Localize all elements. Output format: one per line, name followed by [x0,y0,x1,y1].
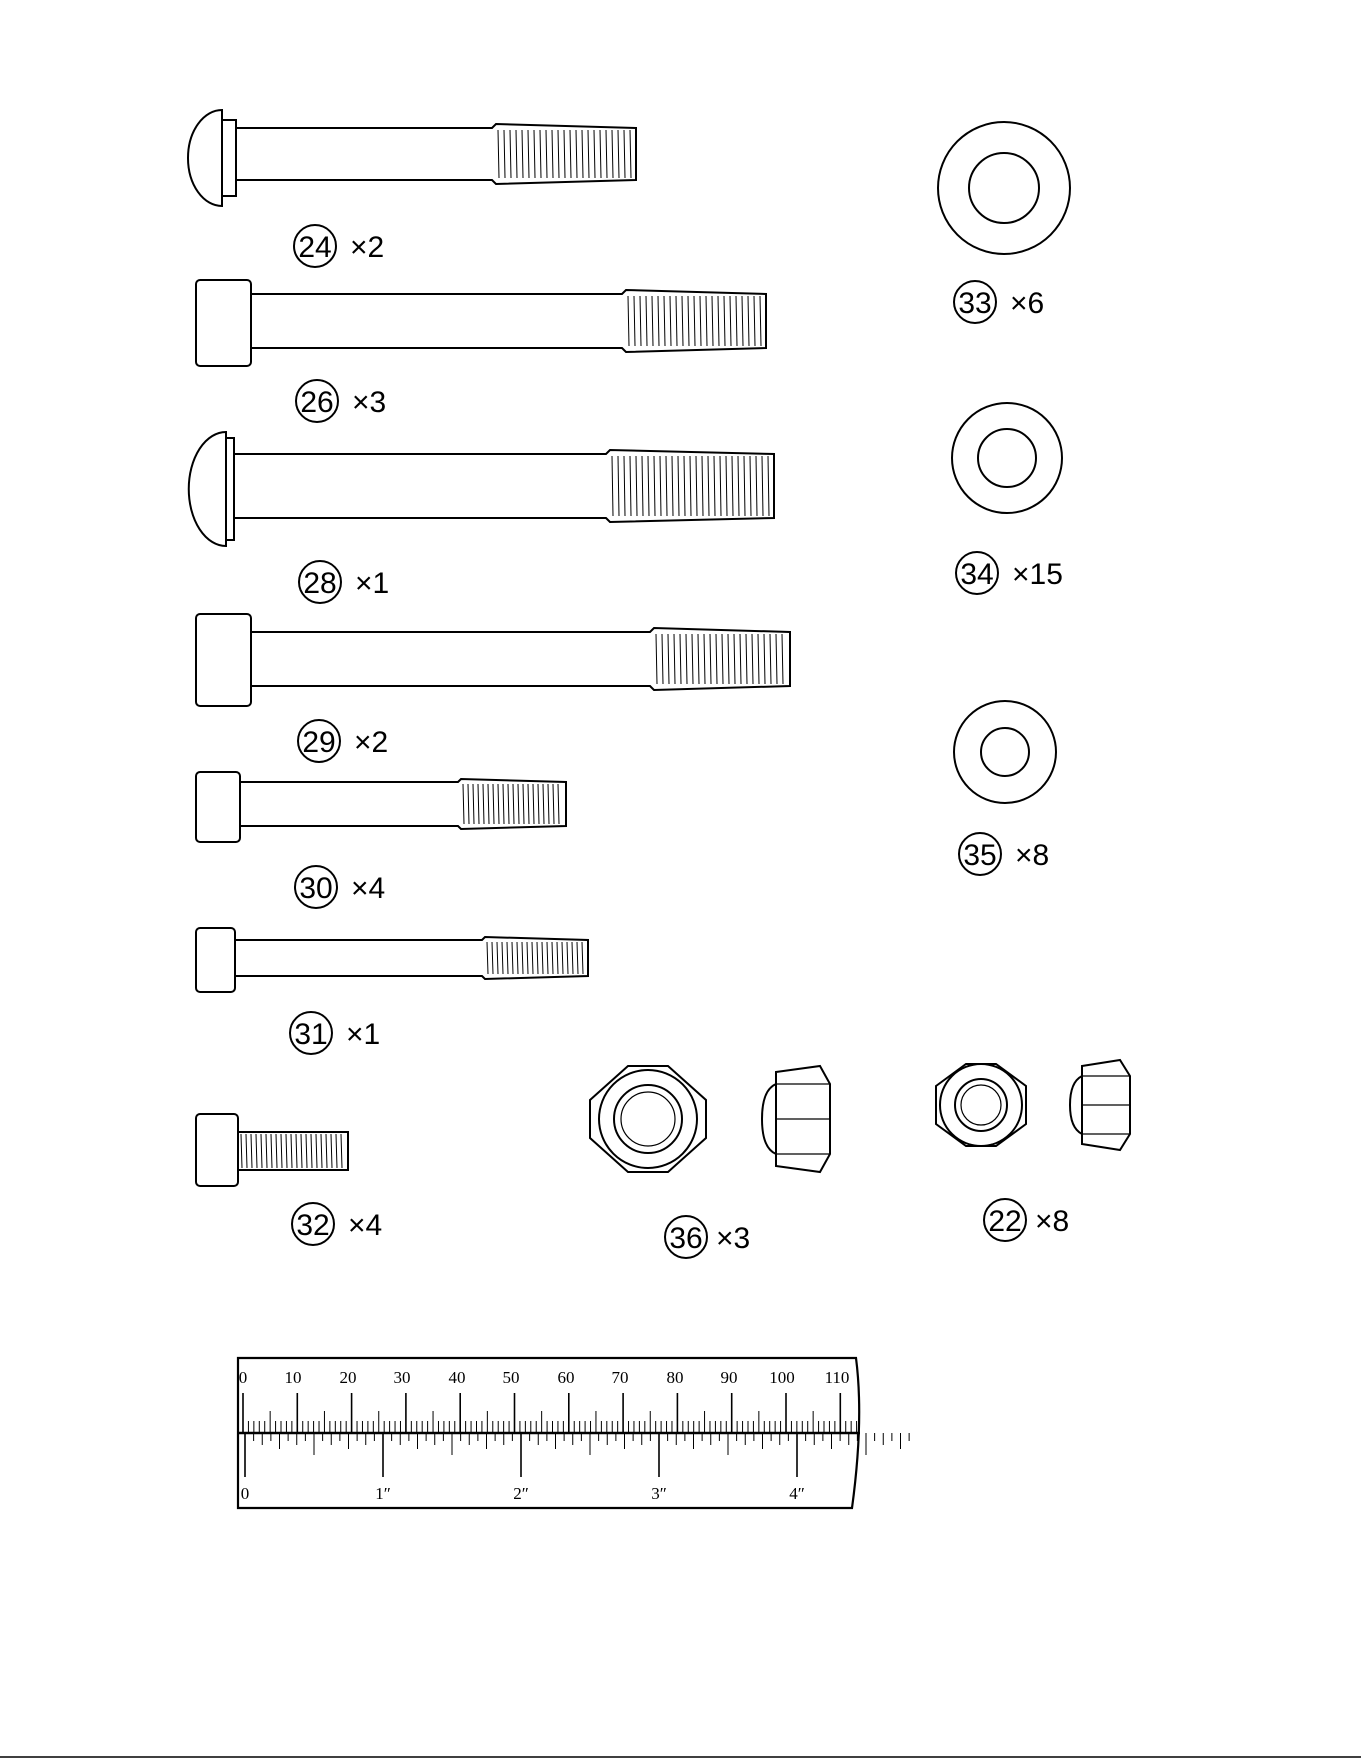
label-28-number: 28 [303,567,337,600]
label-30-number: 30 [299,872,333,905]
label-31-qty: ×1 [346,1018,381,1051]
label-24-number: 24 [298,231,332,264]
label-22 [984,1199,1069,1241]
label-22-number: 22 [988,1205,1022,1238]
nut-22-side [1070,1060,1130,1150]
inch-label-0: 0 [240,1484,250,1503]
label-29-qty: ×2 [354,726,389,759]
washer-35 [954,701,1056,803]
label-33-qty: ×6 [1010,287,1045,320]
bolt-28 [189,432,774,546]
inch-label-4: 4″ [789,1484,805,1503]
label-31 [290,1012,380,1054]
mm-label-70: 70 [611,1368,629,1387]
label-35-number: 35 [963,839,997,872]
label-32-qty: ×4 [348,1209,383,1242]
mm-label-80: 80 [666,1368,684,1387]
bolt-26 [196,280,766,366]
bolt-29 [196,614,790,706]
label-33-number: 33 [958,287,992,320]
mm-label-50: 50 [502,1368,520,1387]
label-34-number: 34 [960,558,994,591]
bolt-32 [196,1114,348,1186]
label-36-number: 36 [669,1222,703,1255]
mm-label-60: 60 [557,1368,575,1387]
label-35 [959,833,1049,875]
inch-label-1: 1″ [375,1484,391,1503]
ruler [238,1358,909,1508]
nut-22-front [936,1064,1026,1146]
label-29-number: 29 [302,726,336,759]
bolt-24 [188,110,636,206]
mm-label-20: 20 [339,1368,357,1387]
label-22-qty: ×8 [1035,1205,1070,1238]
label-31-number: 31 [294,1018,328,1051]
label-36-qty: ×3 [716,1222,751,1255]
mm-label-0: 0 [238,1368,248,1387]
label-30 [295,866,385,908]
label-24 [294,225,384,267]
bolt-30 [196,772,566,842]
label-32-number: 32 [296,1209,330,1242]
inch-label-3: 3″ [651,1484,667,1503]
nut-36-side [762,1066,830,1172]
label-32 [292,1203,382,1245]
label-34-qty: ×15 [1012,558,1063,591]
mm-label-110: 110 [824,1368,850,1387]
label-28-qty: ×1 [355,567,390,600]
label-35-qty: ×8 [1015,839,1050,872]
nut-36-front [590,1066,706,1172]
mm-label-100: 100 [769,1368,795,1387]
label-26 [296,380,386,422]
bolt-31 [196,928,588,992]
label-30-qty: ×4 [351,872,386,905]
label-33 [954,281,1044,323]
mm-label-10: 10 [284,1368,302,1387]
mm-label-40: 40 [448,1368,466,1387]
washer-34 [952,403,1062,513]
label-26-qty: ×3 [352,386,387,419]
label-36 [665,1216,750,1258]
label-26-number: 26 [300,386,334,419]
mm-label-90: 90 [720,1368,738,1387]
inch-label-2: 2″ [513,1484,529,1503]
label-34 [956,552,1063,594]
washer-33 [938,122,1070,254]
mm-label-30: 30 [393,1368,411,1387]
label-28 [299,561,389,603]
label-24-qty: ×2 [350,231,385,264]
label-29 [298,720,388,762]
